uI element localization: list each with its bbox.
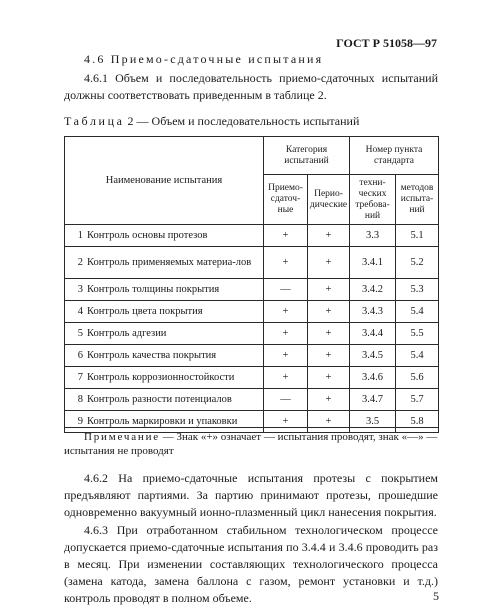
row-index: 7 (77, 371, 83, 383)
row-name-cell (65, 247, 264, 279)
table-row (65, 345, 439, 367)
row-periodic: + (308, 411, 350, 433)
row-name-cell (65, 367, 264, 389)
row-name: Контроль коррозионностойкости (87, 371, 235, 383)
paragraph-4-6-1 (64, 70, 438, 104)
row-acceptance: + (264, 225, 308, 247)
table-caption (64, 114, 359, 129)
row-acceptance: + (264, 301, 308, 323)
row-acceptance: — (264, 389, 308, 411)
header-periodic: Перио-дические (308, 175, 350, 225)
table-row (65, 247, 439, 279)
row-periodic: + (308, 345, 350, 367)
note-text: — Знак «+» означает — испытания проводят, знак «—» — испытания не проводят (64, 431, 438, 457)
header-test-methods: методов испыта-ний (396, 175, 439, 225)
row-tech-requirement: 3.4.2 (350, 279, 396, 301)
row-acceptance: + (264, 411, 308, 433)
row-index: 4 (77, 305, 83, 317)
row-acceptance: + (264, 345, 308, 367)
header-clause: Номер пункта стандарта (350, 137, 439, 175)
row-name-cell (65, 345, 264, 367)
row-name-cell (65, 225, 264, 247)
row-test-method: 5.8 (396, 411, 439, 433)
table-row (65, 225, 439, 247)
row-tech-requirement: 3.4.4 (350, 323, 396, 345)
table-row (65, 279, 439, 301)
row-acceptance: + (264, 247, 308, 279)
row-name: Контроль качества покрытия (87, 349, 217, 361)
paragraph-text: 4.6.3 При отработанном стабильном технологическом процессе допускается приемо-сдаточные испытания по 3.4.4 и 3.4.6 проводить раз в месяц. При изменении составляющих технологического процесса (замена катода, замена баллона с газом, ремонт установки и т.д.) контроль проводят в полном объеме. (64, 523, 438, 605)
paragraph-4-6-2 (64, 470, 438, 521)
row-test-method: 5.1 (396, 225, 439, 247)
row-tech-requirement: 3.4.7 (350, 389, 396, 411)
row-name-cell (65, 279, 264, 301)
note-label: Примечание (84, 431, 160, 443)
row-name-cell (65, 301, 264, 323)
header-category: Категория испытаний (264, 137, 350, 175)
table-header-row (65, 137, 439, 175)
row-index: 9 (77, 415, 83, 427)
row-acceptance: + (264, 367, 308, 389)
section-title: 4.6 Приемо-сдаточные испытания (84, 52, 324, 66)
row-test-method: 5.3 (396, 279, 439, 301)
note-divider (64, 427, 438, 428)
row-name: Контроль цвета покрытия (87, 305, 203, 317)
paragraph-text: 4.6.2 На приемо-сдаточные испытания протезы с покрытием предъявляют партиями. За партию принимают протезы, прошедшие одновременно вакуумный ионно-плазменный цикл нанесения покрытия. (64, 471, 438, 519)
row-name-cell (65, 323, 264, 345)
table-caption-word: Таблица (64, 114, 125, 128)
table-row (65, 323, 439, 345)
header-acceptance: Приемо-сдаточ-ные (264, 175, 308, 225)
header-test-name: Наименование испытания (65, 137, 264, 225)
row-name: Контроль основы протезов (87, 229, 208, 241)
row-periodic: + (308, 225, 350, 247)
row-name: Контроль толщины покрытия (87, 283, 220, 295)
row-name: Контроль применяемых материа-лов (87, 256, 252, 268)
row-index: 2 (77, 256, 83, 268)
row-test-method: 5.4 (396, 301, 439, 323)
row-index: 6 (77, 349, 83, 361)
paragraph-text: 4.6.1 Объем и последовательность приемо-сдаточных испытаний должны соответствовать приведенным в таблице 2. (64, 71, 438, 102)
row-periodic: + (308, 367, 350, 389)
row-periodic: + (308, 323, 350, 345)
row-acceptance: — (264, 279, 308, 301)
row-test-method: 5.6 (396, 367, 439, 389)
row-periodic: + (308, 247, 350, 279)
header-tech-requirements: техни-ческих требова-ний (350, 175, 396, 225)
row-periodic: + (308, 279, 350, 301)
table-row (65, 389, 439, 411)
row-name-cell (65, 389, 264, 411)
page-number: 5 (433, 589, 439, 603)
row-test-method: 5.7 (396, 389, 439, 411)
row-index: 8 (77, 393, 83, 405)
row-tech-requirement: 3.4.1 (350, 247, 396, 279)
row-acceptance: + (264, 323, 308, 345)
row-test-method: 5.5 (396, 323, 439, 345)
table-note (64, 430, 438, 458)
row-index: 1 (77, 229, 83, 241)
document-id: ГОСТ Р 51058—97 (336, 36, 437, 50)
row-tech-requirement: 3.4.5 (350, 345, 396, 367)
row-name: Контроль маркировки и упаковки (87, 415, 238, 427)
row-test-method: 5.2 (396, 247, 439, 279)
row-index: 5 (77, 327, 83, 339)
row-index: 3 (77, 283, 83, 295)
table-caption-text: 2 — Объем и последовательность испытаний (124, 114, 360, 128)
row-periodic: + (308, 301, 350, 323)
row-tech-requirement: 3.3 (350, 225, 396, 247)
row-tech-requirement: 3.5 (350, 411, 396, 433)
row-name: Контроль адгезии (87, 327, 167, 339)
table-row (65, 301, 439, 323)
row-test-method: 5.4 (396, 345, 439, 367)
row-periodic: + (308, 389, 350, 411)
table-row (65, 367, 439, 389)
test-table (64, 136, 439, 433)
paragraph-4-6-3 (64, 522, 438, 607)
row-name: Контроль разности потенциалов (87, 393, 232, 405)
row-tech-requirement: 3.4.6 (350, 367, 396, 389)
row-tech-requirement: 3.4.3 (350, 301, 396, 323)
